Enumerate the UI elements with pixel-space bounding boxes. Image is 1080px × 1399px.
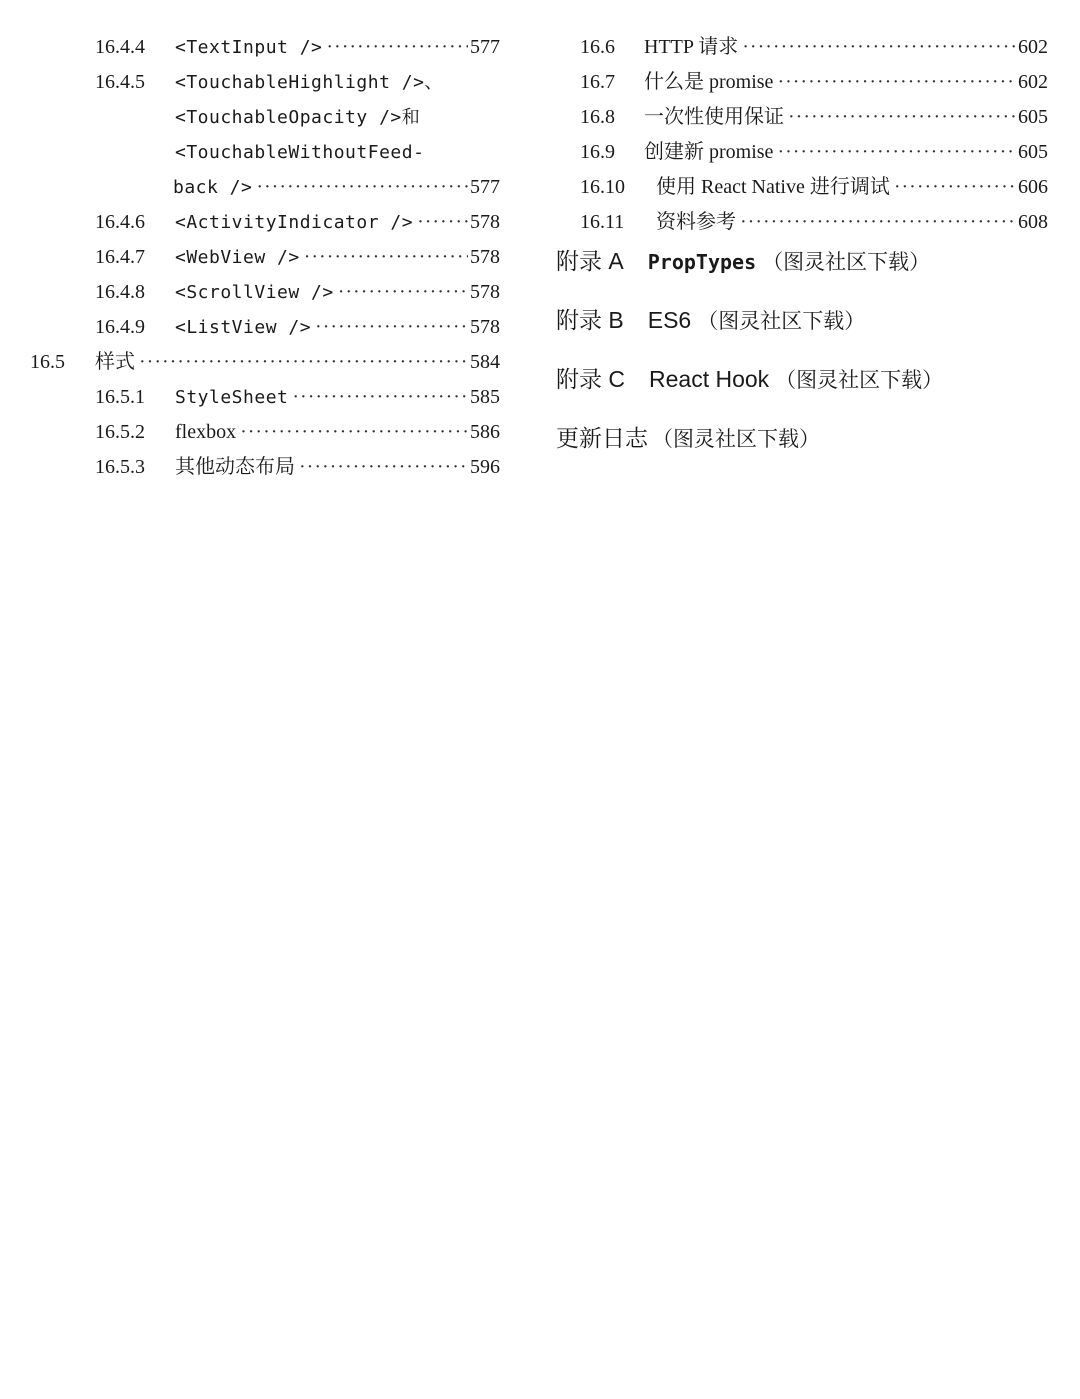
- toc-entry[interactable]: [30, 345, 500, 380]
- section-title: back />: [173, 177, 253, 198]
- toc-entry-body: [175, 65, 500, 100]
- toc-entry[interactable]: [30, 310, 500, 345]
- section-title: 一次性使用保证: [644, 106, 784, 128]
- appendix-label: 更新日志: [556, 425, 648, 451]
- appendix-label: 附录 C: [556, 366, 625, 392]
- page-number: 578: [470, 246, 500, 268]
- leader-dots: [777, 135, 1016, 170]
- section-title: <WebView />: [175, 247, 300, 268]
- leader-dots: [139, 345, 468, 380]
- page-number: 577: [470, 36, 500, 58]
- section-title: 其他动态布局: [175, 456, 295, 478]
- page-number: 605: [1018, 141, 1048, 163]
- section-number: 16.4.7: [95, 246, 145, 268]
- toc-entry-body: [175, 310, 500, 345]
- section-number: 16.7: [580, 71, 615, 93]
- toc-entry-body: [175, 380, 500, 415]
- section-title: StyleSheet: [175, 387, 289, 408]
- page-number: 606: [1018, 176, 1048, 198]
- section-title: <TextInput />: [175, 37, 323, 58]
- section-number: 16.9: [580, 141, 615, 163]
- page-number: 578: [470, 211, 500, 233]
- leader-dots: [417, 205, 468, 240]
- section-number: 16.5.2: [95, 421, 145, 443]
- page-number: 577: [470, 176, 500, 198]
- appendix-note: （图灵社区下载）: [652, 427, 820, 451]
- toc-entry-body: [644, 100, 1048, 135]
- toc-entry[interactable]: [556, 205, 1048, 240]
- toc-entry[interactable]: [30, 135, 500, 170]
- toc-entry-body: [175, 450, 500, 485]
- toc-entry[interactable]: [556, 170, 1048, 205]
- section-title: 使用 React Native 进行调试: [656, 176, 890, 198]
- toc-entry[interactable]: [30, 205, 500, 240]
- section-number: 16.5.3: [95, 456, 145, 478]
- toc-left-column: [30, 30, 500, 485]
- section-number: 16.6: [580, 36, 615, 58]
- toc-entry[interactable]: [556, 65, 1048, 100]
- toc-entry[interactable]: [556, 100, 1048, 135]
- toc-entry[interactable]: [30, 240, 500, 275]
- section-title: <TouchableHighlight />、: [175, 72, 443, 93]
- toc-entry[interactable]: [30, 450, 500, 485]
- toc-entry-body: [175, 275, 500, 310]
- toc-entry-body: [644, 65, 1048, 100]
- leader-dots: [338, 275, 468, 310]
- toc-entry-body: [175, 100, 500, 135]
- toc-entry-body: [175, 415, 500, 450]
- leader-dots: [299, 450, 468, 485]
- toc-entry[interactable]: [30, 415, 500, 450]
- toc-entry-body: [175, 135, 500, 170]
- toc-entry-body: [175, 205, 500, 240]
- section-title: <TouchableWithoutFeed-: [175, 142, 425, 163]
- appendix-name: React Hook: [649, 366, 770, 392]
- page-number: 578: [470, 316, 500, 338]
- toc-entry[interactable]: [30, 275, 500, 310]
- toc-entry[interactable]: [30, 170, 500, 205]
- toc-entry-body: [656, 170, 1048, 205]
- section-title: <TouchableOpacity />和: [175, 107, 421, 128]
- appendix-name: ES6: [647, 307, 692, 333]
- section-title: HTTP 请求: [644, 36, 739, 58]
- page-number: 586: [470, 421, 500, 443]
- section-title: <ListView />: [175, 317, 312, 338]
- section-number: 16.5.1: [95, 386, 145, 408]
- page-number: 608: [1018, 211, 1048, 233]
- toc-entry-body: [656, 205, 1048, 240]
- section-number: 16.8: [580, 106, 615, 128]
- page-number: 585: [470, 386, 500, 408]
- leader-dots: [304, 240, 468, 275]
- leader-dots: [326, 30, 468, 65]
- toc-entry-body: [175, 240, 500, 275]
- leader-dots: [315, 310, 468, 345]
- leader-dots: [740, 205, 1016, 240]
- appendix-note: （图灵社区下载）: [762, 250, 931, 274]
- section-number: 16.4.4: [95, 36, 145, 58]
- page-number: 596: [470, 456, 500, 478]
- section-title: 样式: [95, 351, 135, 373]
- section-number: 16.4.9: [95, 316, 145, 338]
- toc-entry[interactable]: [30, 380, 500, 415]
- appendix-entry[interactable]: [556, 303, 1048, 362]
- section-number: 16.4.8: [95, 281, 145, 303]
- leader-dots: [894, 170, 1016, 205]
- leader-dots: [256, 170, 468, 205]
- section-title: 创建新 promise: [644, 141, 774, 163]
- appendix-name: PropTypes: [647, 250, 757, 274]
- leader-dots: [788, 100, 1016, 135]
- appendix-entry[interactable]: [556, 244, 1048, 303]
- section-title: 资料参考: [656, 211, 736, 233]
- page-number: 602: [1018, 71, 1048, 93]
- toc-entry[interactable]: [30, 65, 500, 100]
- toc-right-column: [556, 30, 1048, 480]
- toc-entry-body: [644, 30, 1048, 65]
- appendix-label: 附录 A: [556, 248, 624, 274]
- appendix-note: （图灵社区下载）: [697, 309, 866, 333]
- appendix-label: 附录 B: [556, 307, 624, 333]
- toc-entry[interactable]: [30, 30, 500, 65]
- section-number: 16.5: [30, 351, 65, 373]
- toc-entry-body: [175, 30, 500, 65]
- page-number: 584: [470, 351, 500, 373]
- page-number: 578: [470, 281, 500, 303]
- toc-entry-body: [95, 345, 500, 380]
- leader-dots: [742, 30, 1016, 65]
- section-title: <ScrollView />: [175, 282, 334, 303]
- section-number: 16.11: [580, 211, 625, 233]
- toc-entry[interactable]: [30, 100, 500, 135]
- appendix-entry[interactable]: [556, 362, 1048, 421]
- toc-entry[interactable]: [556, 30, 1048, 65]
- page-number: 605: [1018, 106, 1048, 128]
- section-number: 16.10: [580, 176, 625, 198]
- appendix-note: （图灵社区下载）: [775, 368, 944, 392]
- leader-dots: [777, 65, 1016, 100]
- section-title: flexbox: [175, 421, 237, 443]
- appendix-entry[interactable]: [556, 421, 1048, 480]
- toc-entry-body: [644, 135, 1048, 170]
- section-title: 什么是 promise: [644, 71, 774, 93]
- toc-entry-body: [173, 170, 500, 205]
- toc-entry[interactable]: [556, 135, 1048, 170]
- section-number: 16.4.5: [95, 71, 145, 93]
- section-title: <ActivityIndicator />: [175, 212, 414, 233]
- section-number: 16.4.6: [95, 211, 145, 233]
- page-number: 602: [1018, 36, 1048, 58]
- leader-dots: [240, 415, 468, 450]
- leader-dots: [292, 380, 468, 415]
